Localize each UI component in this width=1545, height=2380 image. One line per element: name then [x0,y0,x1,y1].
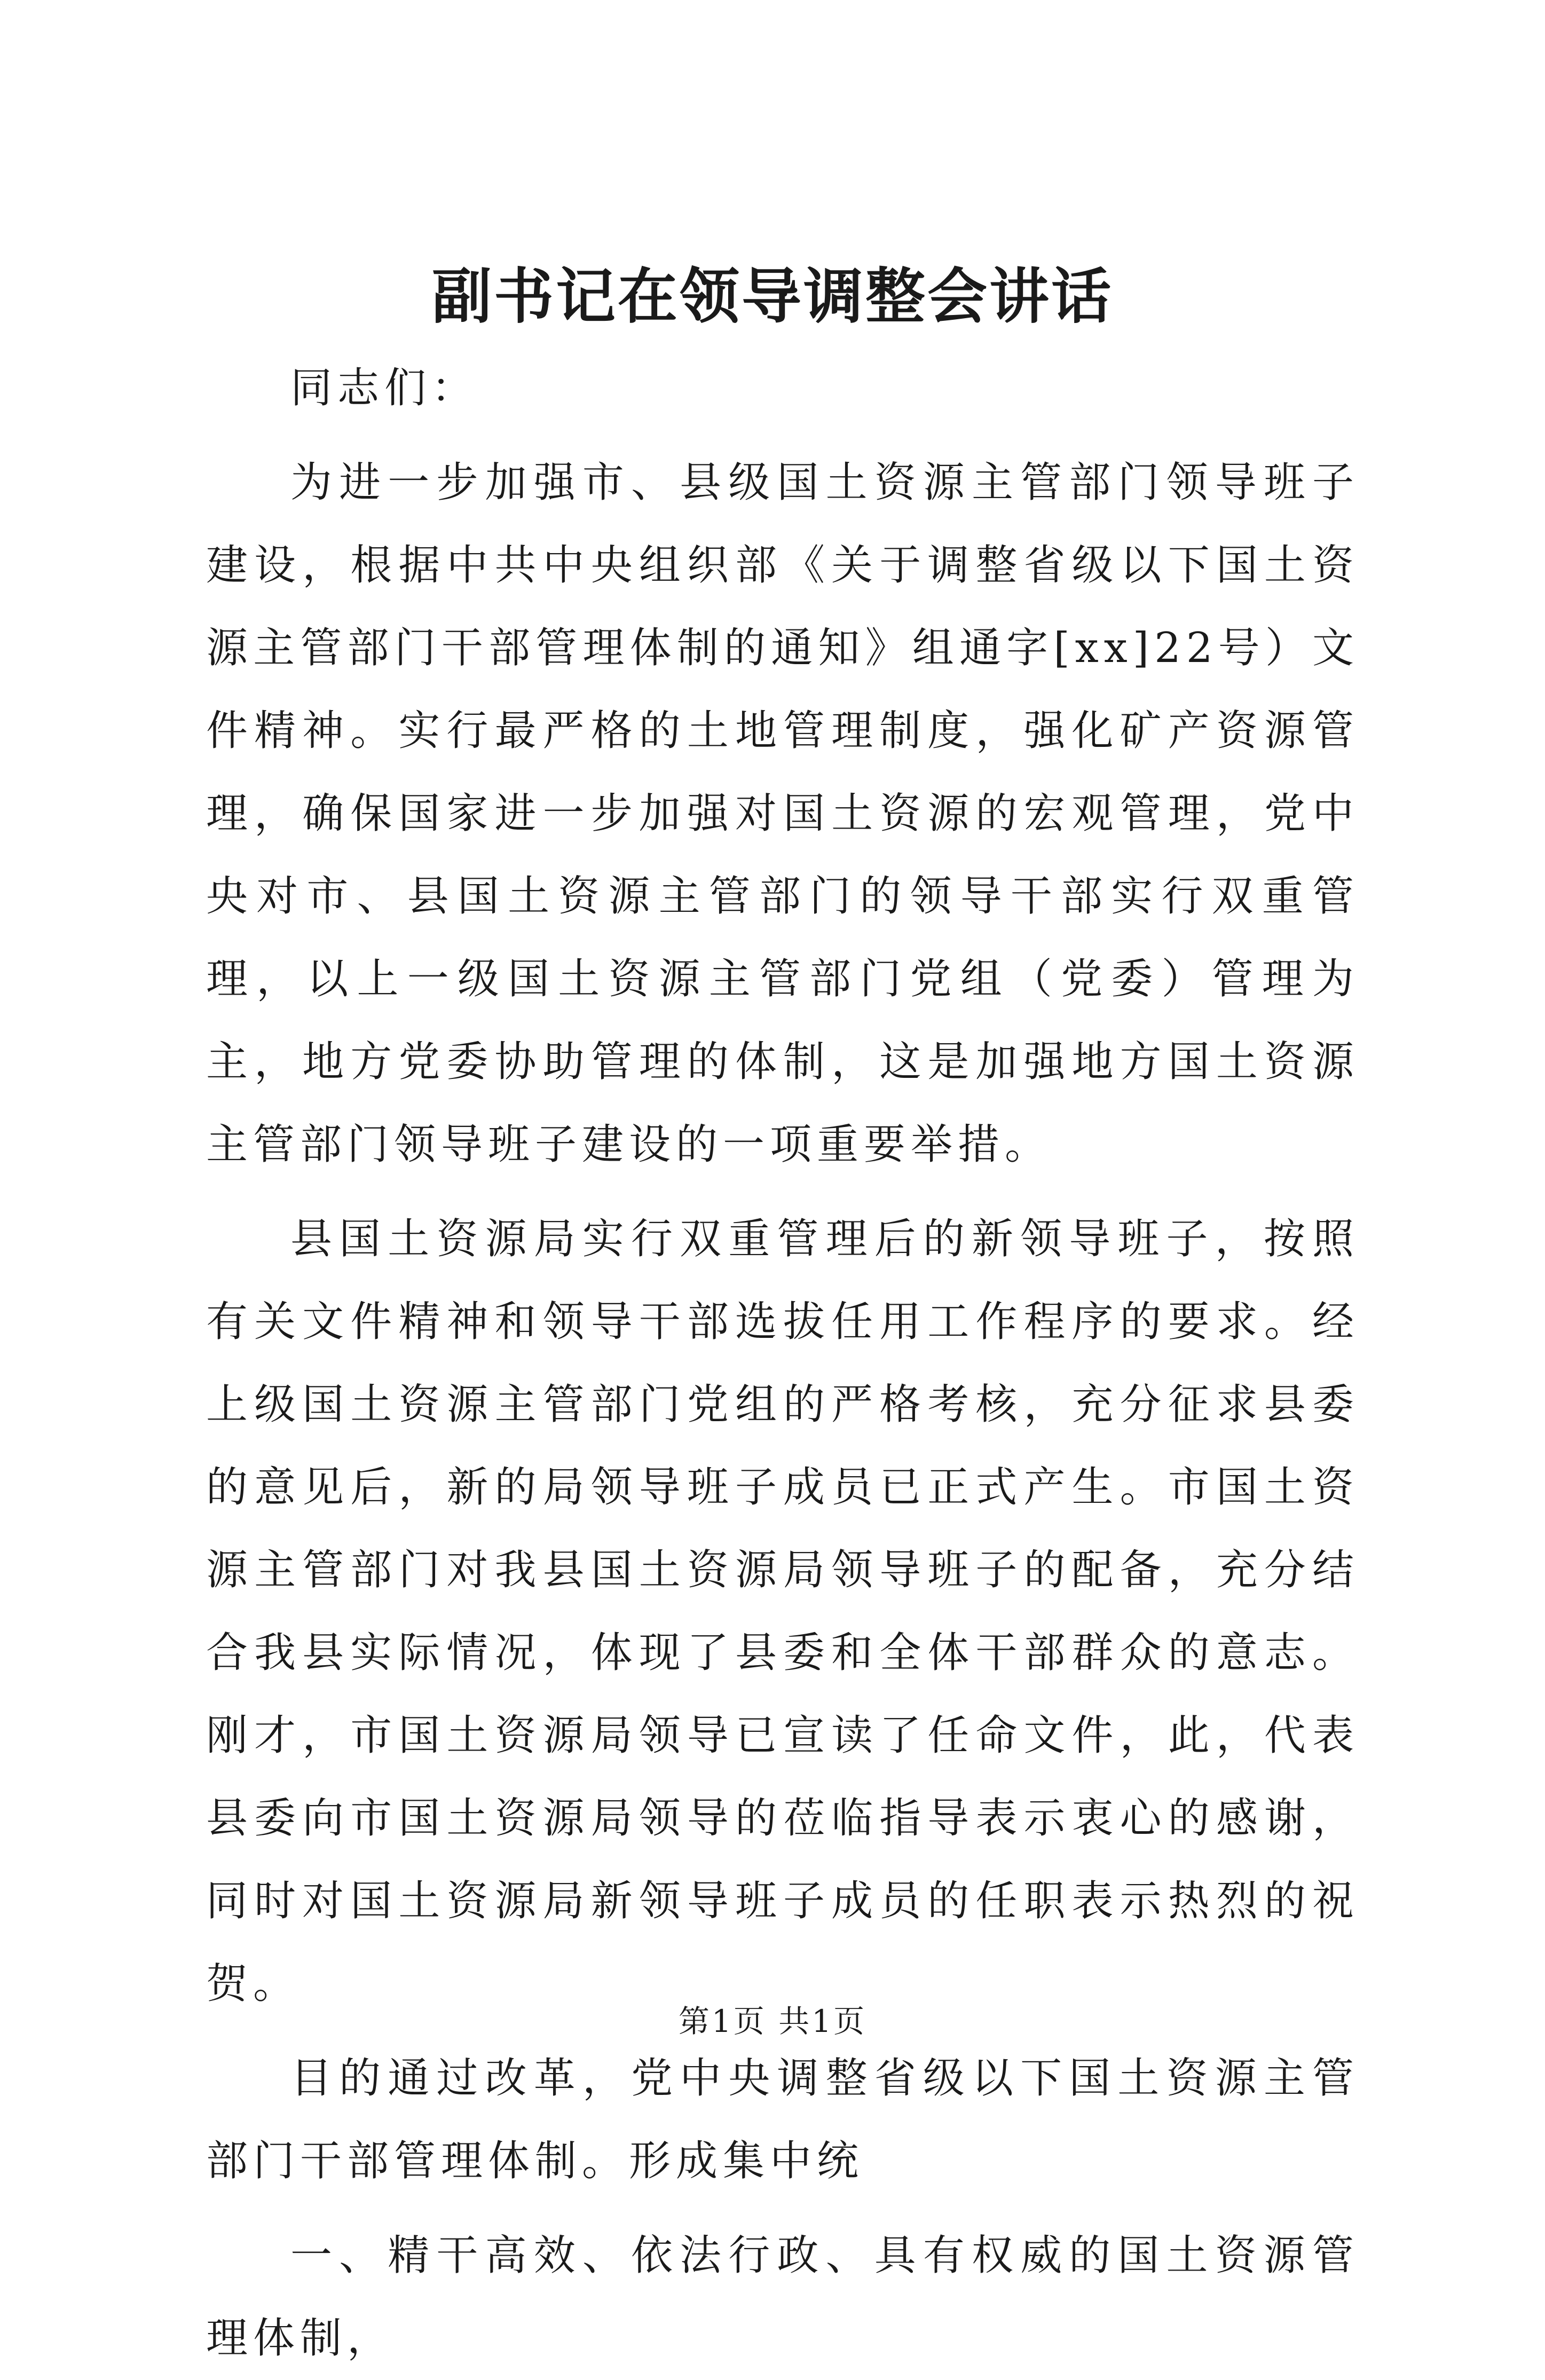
paragraph-1: 为进一步加强市、县级国土资源主管部门领导班子建设，根据中共中央组织部《关于调整省级以下国土资源主管部门干部管理体制的通知》组通字[xx]22号）文件精神。实行最严格的土地管理制度，强化矿产资源管理，确保国家进一步加强对国土资源的宏观管理，党中央对市、县国土资源主管部门的领导干部实行双重管理，以上一级国土资源主管部门党组（党委）管理为主，地方党委协助管理的体制，这是加强地方国土资源主管部门领导班子建设的一项重要举措。 [206,459,1359,1169]
document-body [206,347,1359,2380]
paragraph-4: 一、精干高效、依法行政、具有权威的国土资源管理体制， [206,2232,1359,2362]
paragraph-2: 县国土资源局实行双重管理后的新领导班子，按照有关文件精神和领导干部选拔任用工作程序的要求。经上级国土资源主管部门党组的严格考核，充分征求县委的意见后，新的局领导班子成员已正式产生。市国土资源主管部门对我县国土资源局领导班子的配备，充分结合我县实际情况，体现了县委和全体干部群众的意志。刚才，市国土资源局领导已宣读了任命文件，此，代表县委向市国土资源局领导的莅临指导表示衷心的感谢，同时对国土资源局新领导班子成员的任职表示热烈的祝贺。 [206,1215,1359,2008]
document-title: 副书记在领导调整会讲话 [432,262,1113,332]
page-footer: 第1页 共1页 [678,2003,867,2039]
salutation: 同志们： [290,364,479,412]
paragraph-3: 目的通过改革，党中央调整省级以下国土资源主管部门干部管理体制。形成集中统 [206,2054,1359,2185]
